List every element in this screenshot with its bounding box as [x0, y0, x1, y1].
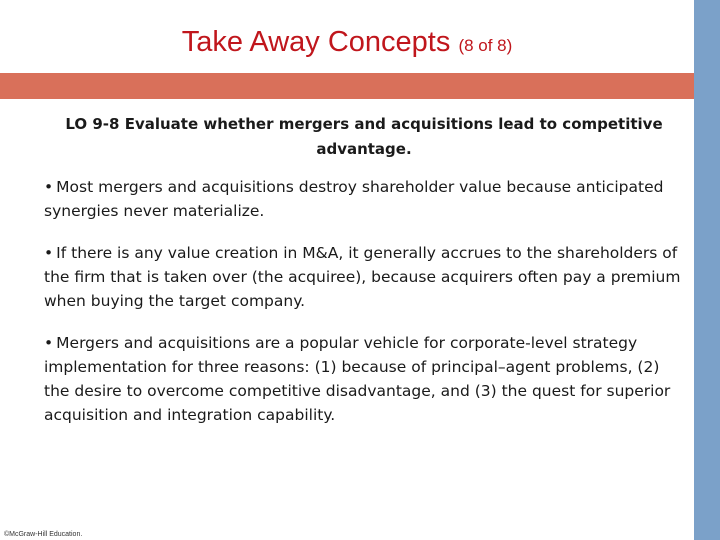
side-accent-bar: [694, 0, 720, 540]
bullet-text: Most mergers and acquisitions destroy shareholder value because anticipated synergies never materialize.: [44, 178, 664, 220]
slide-title-counter: (8 of 8): [458, 36, 513, 55]
slide-title: [0, 24, 694, 64]
bullet-item: [44, 331, 682, 427]
learning-objective: LO 9-8 Evaluate whether mergers and acquisitions lead to competitive advantage.: [65, 115, 663, 158]
bullet-list: [44, 175, 682, 445]
bullet-item: [44, 175, 682, 223]
title-accent-bar: [0, 73, 694, 99]
bullet-item: [44, 241, 682, 313]
bullet-text: If there is any value creation in M&A, it generally accrues to the shareholders of the firm that is taken over (the acquiree), because acquirers often pay a premium when buying the target company.: [44, 244, 681, 310]
bullet-mark: •: [44, 178, 54, 196]
copyright-notice: ©McGraw-Hill Education.: [4, 531, 83, 538]
bullet-mark: •: [44, 334, 54, 352]
bullet-mark: •: [44, 244, 54, 262]
slide-title-main: Take Away Concepts: [181, 26, 451, 58]
bullet-text: Mergers and acquisitions are a popular vehicle for corporate-level strategy implementation for three reasons: (1) because of principal–agent problems, (2) the desire to overcome competitive disadvantage, and (3) the quest for superior acquisition and integration capability.: [44, 334, 671, 424]
